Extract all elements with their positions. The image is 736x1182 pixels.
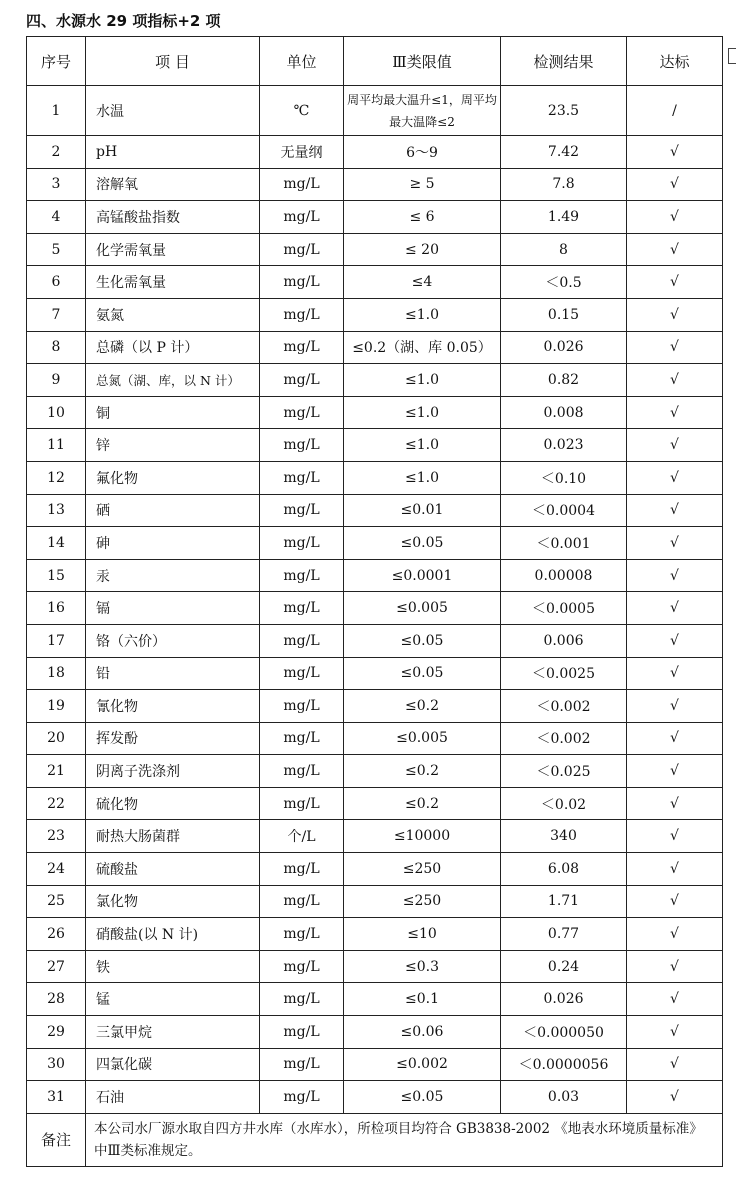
table-row bbox=[27, 331, 723, 364]
cell-result: 8 bbox=[501, 233, 627, 266]
cell-unit: mg/L bbox=[260, 950, 344, 983]
cell-item: 总磷（以 P 计） bbox=[86, 331, 260, 364]
cell-item: 汞 bbox=[86, 559, 260, 592]
cell-item: 锰 bbox=[86, 983, 260, 1016]
cell-unit: mg/L bbox=[260, 461, 344, 494]
table-row bbox=[27, 201, 723, 234]
cell-unit: mg/L bbox=[260, 266, 344, 299]
cell-result: 7.42 bbox=[501, 136, 627, 169]
table-row bbox=[27, 722, 723, 755]
cell-result: ＜0.0000056 bbox=[501, 1048, 627, 1081]
cell-seq: 19 bbox=[27, 690, 86, 723]
cell-result: 0.023 bbox=[501, 429, 627, 462]
cell-result: 7.8 bbox=[501, 168, 627, 201]
table-row bbox=[27, 1016, 723, 1049]
cell-result: ＜0.002 bbox=[501, 690, 627, 723]
cell-pass: √ bbox=[627, 755, 723, 788]
cell-unit: ℃ bbox=[260, 86, 344, 136]
table-row bbox=[27, 298, 723, 331]
cell-item: 氟化物 bbox=[86, 461, 260, 494]
cell-result: 0.026 bbox=[501, 331, 627, 364]
cell-item: 三氯甲烷 bbox=[86, 1016, 260, 1049]
cell-limit: ≤0.05 bbox=[344, 657, 501, 690]
cell-unit: mg/L bbox=[260, 201, 344, 234]
cell-unit: mg/L bbox=[260, 1016, 344, 1049]
cell-item: pH bbox=[86, 136, 260, 169]
cell-unit: mg/L bbox=[260, 494, 344, 527]
cell-unit: mg/L bbox=[260, 755, 344, 788]
cell-item: 耐热大肠菌群 bbox=[86, 820, 260, 853]
cell-limit: 周平均最大温升≤1，周平均最大温降≤2 bbox=[344, 86, 501, 136]
cell-pass: √ bbox=[627, 1081, 723, 1114]
table-row bbox=[27, 918, 723, 951]
table-row bbox=[27, 396, 723, 429]
cell-item: 四氯化碳 bbox=[86, 1048, 260, 1081]
cell-seq: 28 bbox=[27, 983, 86, 1016]
table-row bbox=[27, 853, 723, 886]
cell-limit: ≤1.0 bbox=[344, 298, 501, 331]
cell-seq: 30 bbox=[27, 1048, 86, 1081]
cell-seq: 16 bbox=[27, 592, 86, 625]
cell-result: ＜0.10 bbox=[501, 461, 627, 494]
cell-limit: ≤0.05 bbox=[344, 527, 501, 560]
cell-pass: √ bbox=[627, 494, 723, 527]
cell-unit: mg/L bbox=[260, 918, 344, 951]
cell-limit: ≤250 bbox=[344, 885, 501, 918]
cell-result: 1.71 bbox=[501, 885, 627, 918]
scroll-edge-icon bbox=[728, 48, 736, 64]
cell-unit: mg/L bbox=[260, 885, 344, 918]
cell-limit: ≤ 20 bbox=[344, 233, 501, 266]
cell-limit: ≤0.005 bbox=[344, 722, 501, 755]
cell-item: 铁 bbox=[86, 950, 260, 983]
cell-result: ＜0.5 bbox=[501, 266, 627, 299]
cell-unit: mg/L bbox=[260, 787, 344, 820]
cell-item: 氯化物 bbox=[86, 885, 260, 918]
cell-result: ＜0.0005 bbox=[501, 592, 627, 625]
header-pass: 达标 bbox=[627, 37, 723, 86]
cell-result: ＜0.02 bbox=[501, 787, 627, 820]
table-row bbox=[27, 820, 723, 853]
cell-result: ＜0.002 bbox=[501, 722, 627, 755]
cell-pass: √ bbox=[627, 331, 723, 364]
table-row bbox=[27, 494, 723, 527]
note-label: 备注 bbox=[27, 1113, 86, 1166]
cell-pass: √ bbox=[627, 657, 723, 690]
cell-unit: mg/L bbox=[260, 527, 344, 560]
table-row bbox=[27, 657, 723, 690]
cell-seq: 26 bbox=[27, 918, 86, 951]
cell-item: 水温 bbox=[86, 86, 260, 136]
cell-limit: ≤10000 bbox=[344, 820, 501, 853]
table-row bbox=[27, 885, 723, 918]
cell-unit: mg/L bbox=[260, 396, 344, 429]
cell-item: 硫酸盐 bbox=[86, 853, 260, 886]
table-row bbox=[27, 950, 723, 983]
cell-pass: √ bbox=[627, 461, 723, 494]
cell-unit: mg/L bbox=[260, 690, 344, 723]
table-row bbox=[27, 168, 723, 201]
cell-item: 硝酸盐(以 N 计) bbox=[86, 918, 260, 951]
cell-result: 340 bbox=[501, 820, 627, 853]
cell-result: 23.5 bbox=[501, 86, 627, 136]
cell-pass: √ bbox=[627, 1016, 723, 1049]
cell-seq: 20 bbox=[27, 722, 86, 755]
cell-pass: √ bbox=[627, 983, 723, 1016]
cell-limit: ≤ 6 bbox=[344, 201, 501, 234]
cell-result: 6.08 bbox=[501, 853, 627, 886]
cell-limit: ≤0.2 bbox=[344, 755, 501, 788]
cell-limit: ≤1.0 bbox=[344, 396, 501, 429]
table-row bbox=[27, 86, 723, 136]
cell-limit: ≤1.0 bbox=[344, 461, 501, 494]
cell-seq: 17 bbox=[27, 624, 86, 657]
cell-result: 0.82 bbox=[501, 364, 627, 397]
table-row bbox=[27, 559, 723, 592]
cell-item: 镉 bbox=[86, 592, 260, 625]
cell-item: 化学需氧量 bbox=[86, 233, 260, 266]
cell-pass: √ bbox=[627, 592, 723, 625]
cell-item: 挥发酚 bbox=[86, 722, 260, 755]
cell-limit: ≥ 5 bbox=[344, 168, 501, 201]
table-row bbox=[27, 364, 723, 397]
cell-seq: 29 bbox=[27, 1016, 86, 1049]
table-row bbox=[27, 233, 723, 266]
cell-result: 0.00008 bbox=[501, 559, 627, 592]
cell-result: 0.008 bbox=[501, 396, 627, 429]
cell-result: 0.03 bbox=[501, 1081, 627, 1114]
cell-pass: √ bbox=[627, 787, 723, 820]
cell-pass: √ bbox=[627, 364, 723, 397]
table-header-row bbox=[27, 37, 723, 86]
header-unit: 单位 bbox=[260, 37, 344, 86]
cell-item: 硒 bbox=[86, 494, 260, 527]
table-row bbox=[27, 527, 723, 560]
note-row bbox=[27, 1113, 723, 1166]
cell-seq: 12 bbox=[27, 461, 86, 494]
cell-item: 氨氮 bbox=[86, 298, 260, 331]
cell-result: 0.026 bbox=[501, 983, 627, 1016]
cell-limit: ≤0.002 bbox=[344, 1048, 501, 1081]
cell-limit: ≤1.0 bbox=[344, 429, 501, 462]
cell-pass: √ bbox=[627, 233, 723, 266]
table-row bbox=[27, 429, 723, 462]
cell-seq: 9 bbox=[27, 364, 86, 397]
cell-unit: mg/L bbox=[260, 233, 344, 266]
cell-item: 锌 bbox=[86, 429, 260, 462]
section-title: 四、水源水 29 项指标+2 项 bbox=[26, 12, 221, 30]
cell-unit: mg/L bbox=[260, 429, 344, 462]
cell-item: 硫化物 bbox=[86, 787, 260, 820]
note-text: 本公司水厂源水取自四方井水库（水库水），所检项目均符合 GB3838-2002 《地表水环境质量标准》中Ⅲ类标准规定。 bbox=[86, 1113, 723, 1166]
cell-seq: 23 bbox=[27, 820, 86, 853]
cell-pass: √ bbox=[627, 885, 723, 918]
cell-item: 总氮（湖、库，以 N 计） bbox=[86, 364, 260, 397]
cell-limit: ≤0.005 bbox=[344, 592, 501, 625]
cell-result: 0.006 bbox=[501, 624, 627, 657]
cell-unit: mg/L bbox=[260, 168, 344, 201]
cell-pass: √ bbox=[627, 820, 723, 853]
header-item: 项 目 bbox=[86, 37, 260, 86]
table-row bbox=[27, 787, 723, 820]
cell-seq: 27 bbox=[27, 950, 86, 983]
cell-seq: 13 bbox=[27, 494, 86, 527]
table-row bbox=[27, 1048, 723, 1081]
cell-limit: ≤1.0 bbox=[344, 364, 501, 397]
cell-seq: 5 bbox=[27, 233, 86, 266]
cell-limit: ≤4 bbox=[344, 266, 501, 299]
cell-limit: 6～9 bbox=[344, 136, 501, 169]
cell-item: 铬（六价） bbox=[86, 624, 260, 657]
cell-seq: 6 bbox=[27, 266, 86, 299]
water-quality-table bbox=[26, 36, 723, 1167]
table-row bbox=[27, 266, 723, 299]
cell-pass: / bbox=[627, 86, 723, 136]
cell-pass: √ bbox=[627, 266, 723, 299]
table-row bbox=[27, 136, 723, 169]
cell-seq: 22 bbox=[27, 787, 86, 820]
cell-limit: ≤0.05 bbox=[344, 624, 501, 657]
cell-seq: 4 bbox=[27, 201, 86, 234]
cell-limit: ≤0.05 bbox=[344, 1081, 501, 1114]
cell-limit: ≤0.2（湖、库 0.05） bbox=[344, 331, 501, 364]
cell-item: 氰化物 bbox=[86, 690, 260, 723]
cell-seq: 11 bbox=[27, 429, 86, 462]
cell-item: 溶解氧 bbox=[86, 168, 260, 201]
cell-seq: 8 bbox=[27, 331, 86, 364]
cell-item: 阴离子洗涤剂 bbox=[86, 755, 260, 788]
header-limit: Ⅲ类限值 bbox=[344, 37, 501, 86]
cell-result: 0.77 bbox=[501, 918, 627, 951]
cell-item: 铜 bbox=[86, 396, 260, 429]
cell-unit: mg/L bbox=[260, 624, 344, 657]
table-row bbox=[27, 983, 723, 1016]
cell-pass: √ bbox=[627, 1048, 723, 1081]
cell-seq: 25 bbox=[27, 885, 86, 918]
cell-seq: 24 bbox=[27, 853, 86, 886]
cell-pass: √ bbox=[627, 559, 723, 592]
cell-pass: √ bbox=[627, 298, 723, 331]
table-row bbox=[27, 461, 723, 494]
cell-limit: ≤0.06 bbox=[344, 1016, 501, 1049]
cell-result: 1.49 bbox=[501, 201, 627, 234]
cell-limit: ≤0.2 bbox=[344, 690, 501, 723]
cell-seq: 2 bbox=[27, 136, 86, 169]
cell-unit: mg/L bbox=[260, 983, 344, 1016]
cell-unit: mg/L bbox=[260, 592, 344, 625]
cell-limit: ≤0.01 bbox=[344, 494, 501, 527]
cell-unit: mg/L bbox=[260, 331, 344, 364]
cell-limit: ≤10 bbox=[344, 918, 501, 951]
cell-limit: ≤0.1 bbox=[344, 983, 501, 1016]
cell-unit: mg/L bbox=[260, 1081, 344, 1114]
cell-result: ＜0.025 bbox=[501, 755, 627, 788]
cell-unit: mg/L bbox=[260, 853, 344, 886]
cell-item: 砷 bbox=[86, 527, 260, 560]
cell-unit: mg/L bbox=[260, 364, 344, 397]
cell-result: 0.24 bbox=[501, 950, 627, 983]
cell-limit: ≤250 bbox=[344, 853, 501, 886]
cell-pass: √ bbox=[627, 429, 723, 462]
cell-limit: ≤0.0001 bbox=[344, 559, 501, 592]
cell-seq: 31 bbox=[27, 1081, 86, 1114]
cell-pass: √ bbox=[627, 722, 723, 755]
cell-unit: 无量纲 bbox=[260, 136, 344, 169]
cell-pass: √ bbox=[627, 136, 723, 169]
cell-pass: √ bbox=[627, 853, 723, 886]
header-seq: 序号 bbox=[27, 37, 86, 86]
table-row bbox=[27, 755, 723, 788]
table-row bbox=[27, 690, 723, 723]
cell-result: ＜0.0004 bbox=[501, 494, 627, 527]
cell-seq: 14 bbox=[27, 527, 86, 560]
cell-item: 生化需氧量 bbox=[86, 266, 260, 299]
cell-unit: mg/L bbox=[260, 722, 344, 755]
cell-unit: 个/L bbox=[260, 820, 344, 853]
cell-result: ＜0.0025 bbox=[501, 657, 627, 690]
cell-pass: √ bbox=[627, 690, 723, 723]
table-row bbox=[27, 1081, 723, 1114]
cell-pass: √ bbox=[627, 624, 723, 657]
cell-unit: mg/L bbox=[260, 1048, 344, 1081]
cell-pass: √ bbox=[627, 918, 723, 951]
cell-item: 高锰酸盐指数 bbox=[86, 201, 260, 234]
cell-seq: 21 bbox=[27, 755, 86, 788]
cell-pass: √ bbox=[627, 168, 723, 201]
cell-result: 0.15 bbox=[501, 298, 627, 331]
cell-seq: 18 bbox=[27, 657, 86, 690]
cell-unit: mg/L bbox=[260, 657, 344, 690]
cell-seq: 15 bbox=[27, 559, 86, 592]
header-result: 检测结果 bbox=[501, 37, 627, 86]
cell-pass: √ bbox=[627, 396, 723, 429]
cell-pass: √ bbox=[627, 527, 723, 560]
cell-seq: 1 bbox=[27, 86, 86, 136]
cell-item: 铅 bbox=[86, 657, 260, 690]
cell-seq: 3 bbox=[27, 168, 86, 201]
cell-pass: √ bbox=[627, 201, 723, 234]
cell-limit: ≤0.2 bbox=[344, 787, 501, 820]
cell-seq: 7 bbox=[27, 298, 86, 331]
cell-limit: ≤0.3 bbox=[344, 950, 501, 983]
cell-pass: √ bbox=[627, 950, 723, 983]
cell-unit: mg/L bbox=[260, 559, 344, 592]
cell-result: ＜0.001 bbox=[501, 527, 627, 560]
table-row bbox=[27, 592, 723, 625]
cell-result: ＜0.000050 bbox=[501, 1016, 627, 1049]
cell-item: 石油 bbox=[86, 1081, 260, 1114]
cell-seq: 10 bbox=[27, 396, 86, 429]
cell-unit: mg/L bbox=[260, 298, 344, 331]
table-row bbox=[27, 624, 723, 657]
